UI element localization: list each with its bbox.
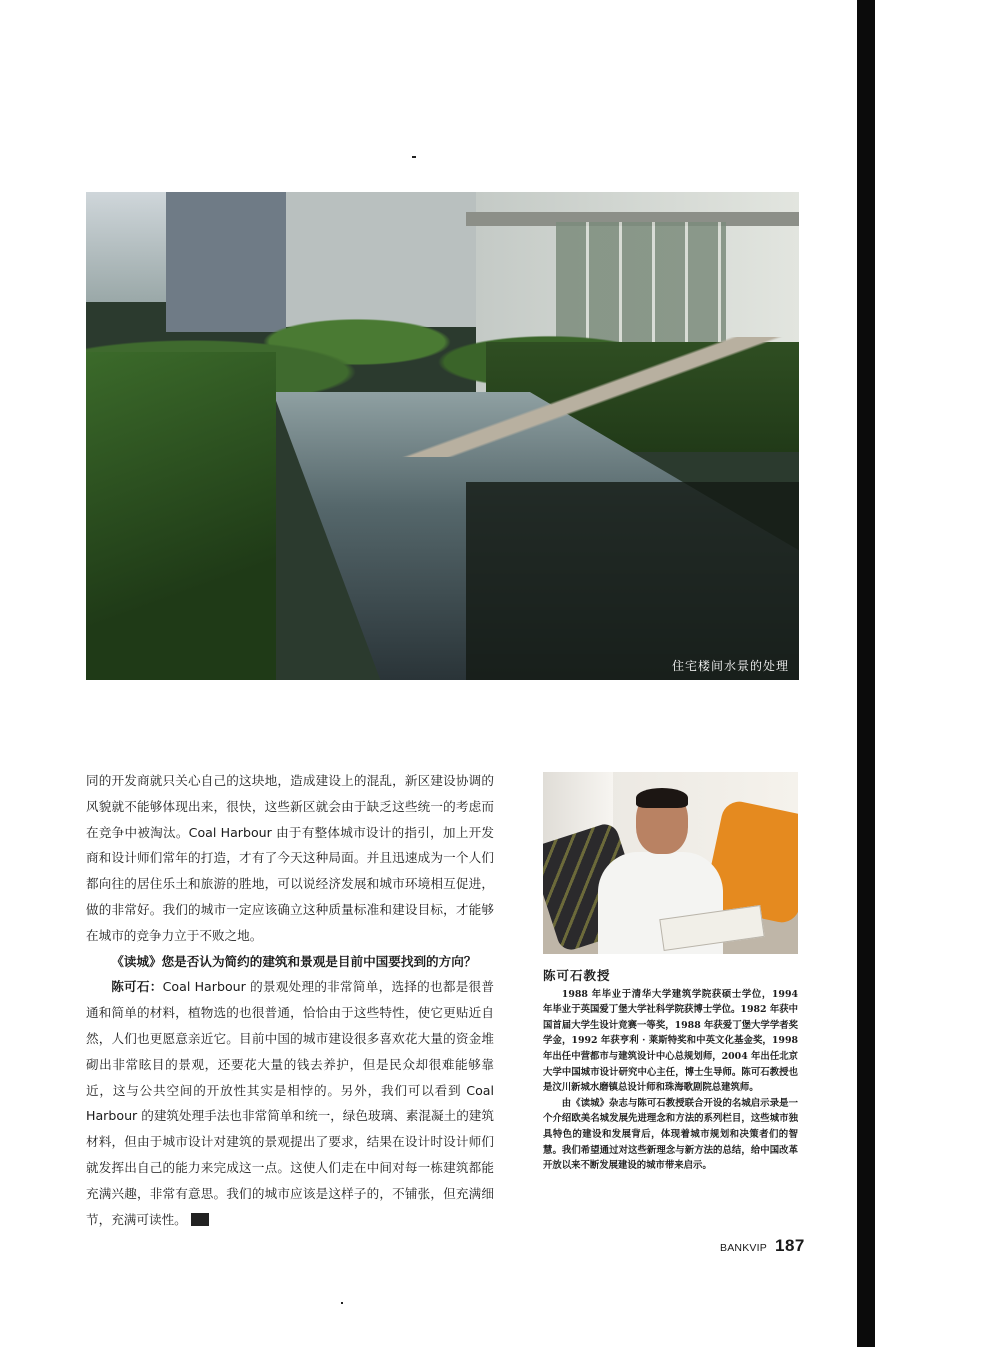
end-of-article-mark [191,1213,209,1226]
author-portrait-photo [543,772,798,954]
author-bio [543,968,798,1174]
interview-answer [86,974,494,1232]
magazine-name: BANKVIP [720,1242,767,1254]
column-intro-paragraph: 由《读城》杂志与陈可石教授联合开设的名城启示录是一个介绍欧美名城发展先进理念和方法的系列栏目，这些城市独具特色的建设和发展背后，体现着城市规划和决策者们的智慧。我们希望通过对这些新理念与新方法的总结，给中国改革开放以来不断发展建设的城市带来启示。 [543,1097,798,1172]
courtyard-water-feature-photo [86,192,799,680]
bio-paragraph: 1988 年毕业于清华大学建筑学院获硕士学位，1994 年毕业于英国爱丁堡大学社科学院获博士学位。1982 年获中国首届大学生设计竞赛一等奖，1988 年获爱丁堡大学学者奖学金，1992 年获亨利 · 莱斯特奖和中英文化基金奖，1998 年出任中营都市与建筑设计中心总规划师，2004 年出任北京大学中国城市设计研究中心主任，博士生导师。陈可石教授也是汶川新城水磨镇总设计师和珠海歌剧院总建筑师。 [543,988,798,1094]
interview-question: 《读城》您是否认为简约的建筑和景观是目前中国要找到的方向？ [111,953,477,969]
print-speck [412,156,416,158]
page-folio [720,1236,805,1258]
page-edge-bar [857,0,875,1347]
page-number: 187 [775,1236,805,1255]
print-speck [341,1302,343,1304]
photo-caption: 住宅楼间水景的处理 [671,659,789,673]
article-body [86,768,494,1232]
article-paragraph: 同的开发商就只关心自己的这块地，造成建设上的混乱，新区建设协调的风貌就不能够体现出来，很快，这些新区就会由于缺乏这些统一的考虑而在竞争中被淘汰。Coal Harbour 由于有整体城市设计的指引，加上开发商和设计师们常年的打造，才有了今天这种局面。并且迅速成为一个人们都向往的居住乐土和旅游的胜地，可以说经济发展和城市环境相互促进，做的非常好。我们的城市一定应该确立这种质量标准和建设目标，才能够在城市的竞争力立于不败之地。 [86,773,494,943]
answer-speaker: 陈可石： [111,979,163,995]
answer-text: Coal Harbour 的景观处理的非常简单，选择的也都是很普通和简单的材料，植物选的也很普通，恰恰由于这些特性，使它更贴近自然，人们也更愿意亲近它。目前中国的城市建设很多喜欢花大量的资金堆砌出非常眩目的景观，还要花大量的钱去养护，但是民众却很难能够靠近，这与公共空间的开放性其实是相悖的。另外，我们可以看到 Coal Harbour 的建筑处理手法也非常简单和统一，绿色玻璃、素混凝土的建筑材料，但由于城市设计对建筑的景观提出了要求，结果在设计时设计师们就发挥出自己的能力来完成这一点。这使人们走在中间对每一栋建筑都能充满兴趣，非常有意思。我们的城市应该是这样子的，不铺张，但充满细节，充满可读性。 [86,979,495,1227]
author-name: 陈可石教授 [543,968,611,983]
